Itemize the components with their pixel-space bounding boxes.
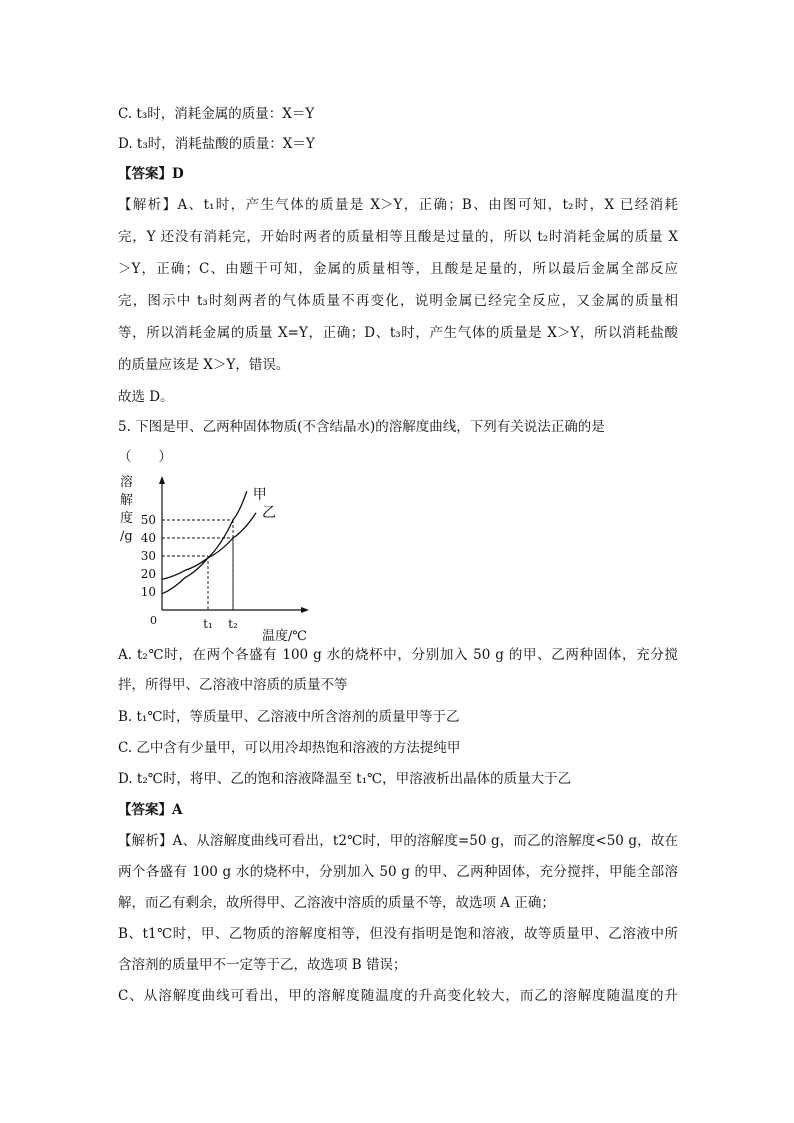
q5-option-a-line-1: A. t₂℃时，在两个各盛有 100 g 水的烧杯中，分别加入 50 g 的甲、乙两种固体，充分搅	[118, 647, 678, 663]
y-axis-label-char-3: /g	[120, 529, 133, 544]
q4-analysis-line-3: ＞Y，正确；C、由题干可知，金属的质量相等，且酸是足量的，所以最后金属全部反应	[118, 261, 678, 277]
q5-analysis-line-5: 含溶剂的质量甲不一定等于乙，故选项 B 错误；	[118, 957, 407, 973]
q5-stem: 5. 下图是甲、乙两种固体物质(不含结晶水)的溶解度曲线，下列有关说法正确的是	[118, 419, 605, 435]
y-axis-label-char-0: 溶	[120, 475, 134, 490]
q4-analysis-line-4: 完，图示中 t₃时刻两者的气体质量不再变化，说明金属已经完全反应，又金属的质量相	[118, 293, 678, 309]
curve-yi	[162, 513, 256, 580]
q5-paren: （ ）	[118, 449, 172, 465]
y-axis-arrow	[159, 476, 165, 484]
q4-answer: 【答案】D	[118, 166, 184, 182]
y-tick-label-30: 30	[140, 549, 156, 563]
solubility-chart	[112, 472, 322, 642]
curve-jia	[162, 491, 247, 594]
x-tick-label-1: t₁	[203, 617, 213, 631]
q4-option-d: D. t₃时，消耗盐酸的质量：X＝Y	[118, 136, 315, 152]
q4-analysis-line-6: 的质量应该是 X＞Y，错误。	[118, 357, 290, 373]
q4-analysis-line-5: 等，所以消耗金属的质量 X=Y，正确；D、t₃时，产生气体的质量是 X＞Y，所以消耗盐酸	[118, 325, 678, 341]
q4-analysis-line-2: 完，Y 还没有消耗完，开始时两者的质量相等且酸是过量的，所以 t₂时消耗金属的质量 X	[118, 229, 678, 245]
series-label-jia: 甲	[252, 487, 267, 504]
y-tick-label-40: 40	[140, 531, 156, 545]
q5-option-d: D. t₂℃时，将甲、乙的饱和溶液降温至 t₁℃，甲溶液析出晶体的质量大于乙	[118, 771, 572, 787]
q4-option-c: C. t₃时，消耗金属的质量：X＝Y	[118, 106, 315, 122]
y-tick-label-50: 50	[140, 513, 156, 527]
q4-analysis-line-1: 【解析】A、t₁时，产生气体的质量是 X＞Y，正确；B、由图可知，t₂时，X 已经消耗	[118, 197, 678, 213]
y-axis-label-char-2: 度	[120, 511, 134, 526]
q5-analysis-line-3: 解，而乙有剩余，故所得甲、乙溶液中溶质的质量不等，故选项 A 正确；	[118, 895, 555, 911]
origin-label: 0	[150, 614, 157, 627]
x-tick-label-2: t₂	[228, 617, 238, 631]
q5-analysis-line-2: 两个各盛有 100 g 水的烧杯中，分别加入 50 g 的甲、乙两种固体，充分搅拌，甲能全部溶	[118, 864, 678, 880]
q4-conclusion: 故选 D。	[118, 389, 174, 405]
y-tick-label-20: 20	[140, 567, 156, 581]
x-axis-arrow	[301, 607, 309, 613]
q5-analysis-line-6: C、从溶解度曲线可看出，甲的溶解度随温度的升高变化较大，而乙的溶解度随温度的升	[118, 988, 678, 1004]
x-axis-label: 温度/℃	[262, 629, 307, 642]
q5-answer: 【答案】A	[118, 802, 183, 818]
q5-analysis-line-1: 【解析】A、从溶解度曲线可看出，t2℃时，甲的溶解度=50 g，而乙的溶解度<50 g，故在	[118, 833, 678, 849]
y-axis-label-char-1: 解	[120, 493, 134, 508]
q5-option-c: C. 乙中含有少量甲，可以用冷却热饱和溶液的方法提纯甲	[118, 740, 461, 756]
q5-option-b: B. t₁℃时，等质量甲、乙溶液中所含溶剂的质量甲等于乙	[118, 709, 460, 725]
q5-analysis-line-4: B、t1℃时，甲、乙物质的溶解度相等，但没有指明是饱和溶液，故等质量甲、乙溶液中所	[118, 926, 678, 942]
y-tick-label-10: 10	[140, 585, 156, 599]
series-label-yi: 乙	[262, 504, 276, 521]
q5-option-a-line-2: 拌，所得甲、乙溶液中溶质的质量不等	[118, 677, 348, 693]
